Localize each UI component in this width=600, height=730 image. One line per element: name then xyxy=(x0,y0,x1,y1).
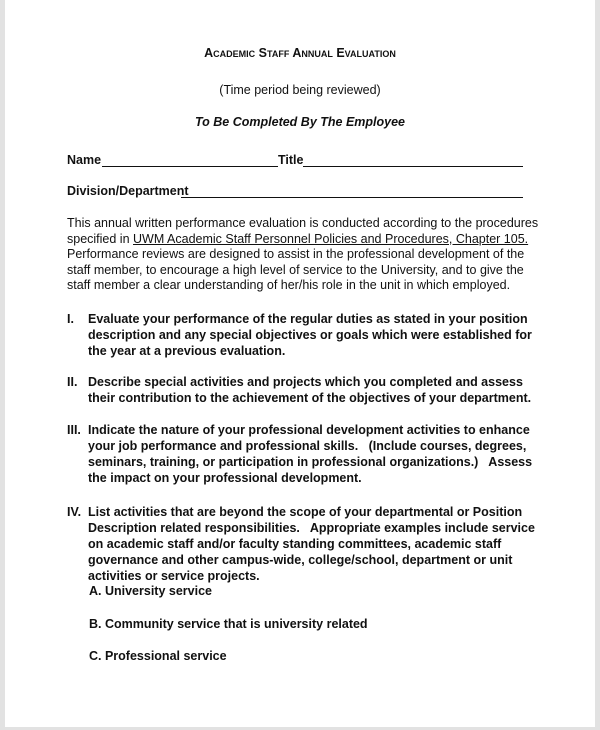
intro-text-cont: Performance reviews are designed to assist in the professional development of the staff member, to encourage a high level of service to the University, and to give the staff member a clear understanding of her/his role in the unit in which employed. xyxy=(67,231,539,293)
division-field[interactable] xyxy=(181,197,523,198)
intro-text: This annual written performance evaluation is conducted according to the procedures specified in xyxy=(67,216,539,246)
division-label: Division/Department xyxy=(67,184,189,198)
section-number: III. xyxy=(67,423,81,437)
section-text: Describe special activities and projects which you completed and assess their contribution to the achievement of the objectives of your department. xyxy=(88,375,532,405)
title-field[interactable] xyxy=(303,166,523,167)
section-number: II. xyxy=(67,375,78,389)
intro-paragraph xyxy=(67,216,547,294)
section-number: I. xyxy=(67,312,74,326)
policy-link[interactable]: UWM Academic Staff Personnel Policies and Procedures, Chapter 105. xyxy=(133,231,529,246)
name-field[interactable] xyxy=(102,166,278,167)
section-3 xyxy=(67,422,547,486)
section-2 xyxy=(67,374,547,406)
time-period: (Time period being reviewed) xyxy=(219,83,381,97)
document-page xyxy=(5,0,595,727)
section-number: IV. xyxy=(67,505,82,519)
section-text: Indicate the nature of your professional development activities to enhance your job performance and professional skills. (Include courses, degrees, seminars, training, or participation in professional organizations.) Assess the impact on your professional development. xyxy=(88,423,536,485)
title-label: Title xyxy=(278,153,304,167)
completed-by-heading: To Be Completed By The Employee xyxy=(195,115,405,129)
section-text: List activities that are beyond the scope of your departmental or Position Description related responsibilities. Appropriate examples include service on academic staff and/or faculty standing committees, academic staff governance and other campus-wide, college/school, department or unit activities or service projects. xyxy=(88,505,539,583)
document-title: Academic Staff Annual Evaluation xyxy=(204,46,396,60)
section-1 xyxy=(67,311,547,359)
name-label: Name xyxy=(67,153,102,167)
sub-item-community-service: B. Community service that is university related xyxy=(89,617,368,631)
sub-item-professional-service: C. Professional service xyxy=(89,649,227,663)
section-text: Evaluate your performance of the regular duties as stated in your position description and any special objectives or goals which were established for the year at a previous evaluation. xyxy=(88,312,532,358)
section-4 xyxy=(67,504,547,584)
sub-item-university-service: A. University service xyxy=(89,584,212,598)
